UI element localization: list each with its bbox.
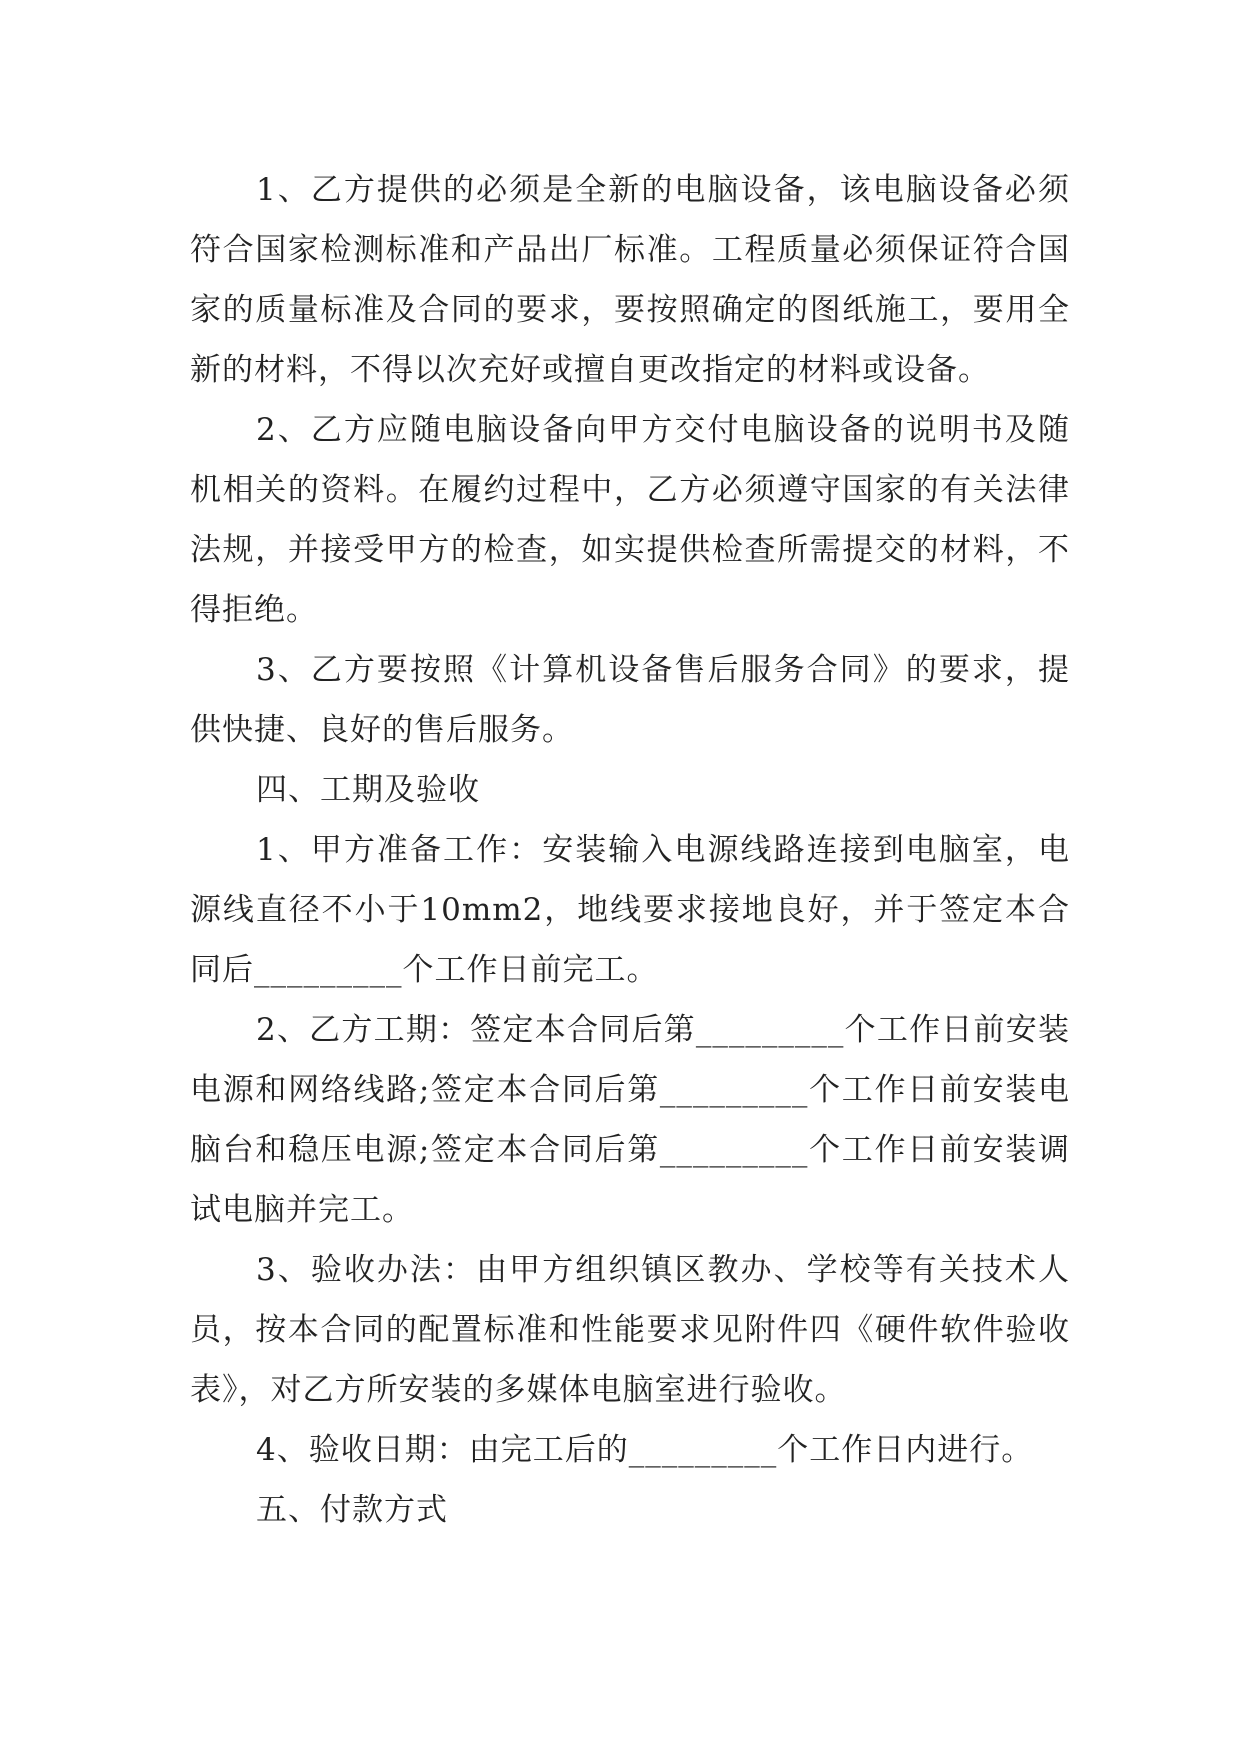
- clause-paragraph: 4、验收日期：由完工后的_________个工作日内进行。: [256, 1432, 1034, 1468]
- document-body: [190, 160, 1070, 1540]
- section-heading: 四、工期及验收: [256, 772, 480, 808]
- clause-paragraph: 3、乙方要按照《计算机设备售后服务合同》的要求，提供快捷、良好的售后服务。: [190, 652, 1070, 748]
- clause-paragraph: 1、乙方提供的必须是全新的电脑设备，该电脑设备必须符合国家检测标准和产品出厂标准。工程质量必须保证符合国家的质量标准及合同的要求，要按照确定的图纸施工，要用全新的材料，不得以次充好或擅自更改指定的材料或设备。: [190, 172, 1070, 388]
- clause-paragraph: 2、乙方应随电脑设备向甲方交付电脑设备的说明书及随机相关的资料。在履约过程中，乙方必须遵守国家的有关法律法规，并接受甲方的检查，如实提供检查所需提交的材料，不得拒绝。: [190, 412, 1070, 628]
- clause-paragraph: 3、验收办法：由甲方组织镇区教办、学校等有关技术人员，按本合同的配置标准和性能要求见附件四《硬件软件验收表》，对乙方所安装的多媒体电脑室进行验收。: [190, 1252, 1070, 1408]
- section-heading: 五、付款方式: [256, 1492, 448, 1528]
- clause-paragraph: 1、甲方准备工作：安装输入电源线路连接到电脑室，电源线直径不小于10mm2，地线要求接地良好，并于签定本合同后_________个工作日前完工。: [190, 832, 1070, 988]
- clause-paragraph: 2、乙方工期：签定本合同后第_________个工作日前安装电源和网络线路;签定本合同后第_________个工作日前安装电脑台和稳压电源;签定本合同后第_________个工作日前安装调试电脑并完工。: [190, 1012, 1070, 1228]
